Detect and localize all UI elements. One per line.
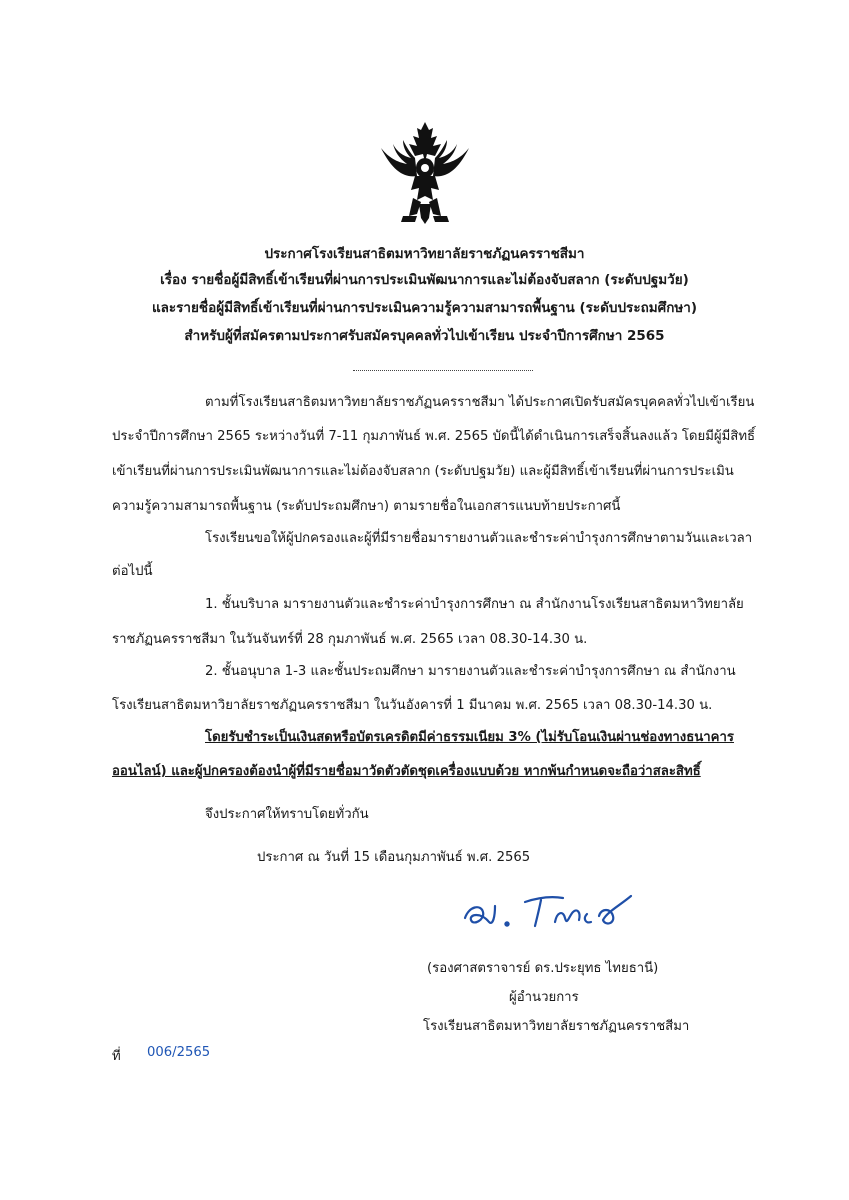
garuda-emblem-icon: [375, 118, 475, 228]
para2-line2: ต่อไปนี้: [112, 564, 153, 579]
closing-text: จึงประกาศให้ทราบโดยทั่วกัน: [205, 807, 369, 822]
para1-line3: เข้าเรียนที่ผ่านการประเมินพัฒนาการและไม่ต้องจับสลาก (ระดับปฐมวัย) และผู้มีสิทธิ์เข้าเรียนที่ผ่านการประเมิน: [112, 464, 734, 479]
para1-line1: ตามที่โรงเรียนสาธิตมหาวิทยาลัยราชภัฏนครราชสีมา ได้ประกาศเปิดรับสมัครบุคคลทั่วไปเข้าเรียน: [205, 395, 755, 410]
payment-note-line1: โดยรับชำระเป็นเงินสดหรือบัตรเครดิตมีค่าธรรมเนียม 3% (ไม่รับโอนเงินผ่านช่องทางธนาคาร: [205, 730, 734, 745]
announcement-date: ประกาศ ณ วันที่ 15 เดือนกุมภาพันธ์ พ.ศ. 2565: [257, 850, 531, 865]
handwritten-signature: [455, 882, 645, 942]
para1-line4: ความรู้ความสามารถพื้นฐาน (ระดับประถมศึกษา) ตามรายชื่อในเอกสารแนบท้ายประกาศนี้: [112, 499, 621, 514]
reference-label: ที่: [112, 1049, 121, 1064]
announcement-subject: เรื่อง รายชื่อผู้มีสิทธิ์เข้าเรียนที่ผ่านการประเมินพัฒนาการและไม่ต้องจับสลาก (ระดับปฐมวัย): [160, 272, 689, 288]
reference-number: 006/2565: [147, 1045, 211, 1060]
item2-line1: 2. ชั้นอนุบาล 1-3 และชั้นประถมศึกษา มารายงานตัวและชำระค่าบำรุงการศึกษา ณ สำนักงาน: [205, 664, 736, 679]
item1-line1: 1. ชั้นบริบาล มารายงานตัวและชำระค่าบำรุงการศึกษา ณ สำนักงานโรงเรียนสาธิตมหาวิทยาลัย: [205, 597, 744, 612]
para2-line1: โรงเรียนขอให้ผู้ปกครองและผู้ที่มีรายชื่อมารายงานตัวและชำระค่าบำรุงการศึกษาตามวันและเวลา: [205, 531, 753, 546]
item2-line2: โรงเรียนสาธิตมหาวิยาลัยราชภัฏนครราชสีมา ในวันอังคารที่ 1 มีนาคม พ.ศ. 2565 เวลา 08.30-14.30 น.: [112, 698, 713, 713]
announcement-subject-scope: สำหรับผู้ที่สมัครตามประกาศรับสมัครบุคคลทั่วไปเข้าเรียน ประจำปีการศึกษา 2565: [184, 328, 665, 344]
dotted-divider: [353, 370, 533, 371]
para1-line2: ประจำปีการศึกษา 2565 ระหว่างวันที่ 7-11 กุมภาพันธ์ พ.ศ. 2565 บัดนี้ได้ดำเนินการเสร็จสิ้นลงแล้ว โดยมีผู้มีสิทธิ์: [112, 429, 756, 444]
announcement-title: ประกาศโรงเรียนสาธิตมหาวิทยาลัยราชภัฏนครราชสีมา: [264, 246, 585, 262]
signer-name: (รองศาสตราจารย์ ดร.ประยุทธ ไทยธานี): [427, 961, 659, 976]
signer-organization: โรงเรียนสาธิตมหาวิทยาลัยราชภัฏนครราชสีมา: [423, 1019, 690, 1034]
announcement-subject-cont: และรายชื่อผู้มีสิทธิ์เข้าเรียนที่ผ่านการประเมินความรู้ความสามารถพื้นฐาน (ระดับประถมศึกษา): [151, 300, 698, 316]
item1-line2: ราชภัฏนครราชสีมา ในวันจันทร์ที่ 28 กุมภาพันธ์ พ.ศ. 2565 เวลา 08.30-14.30 น.: [112, 632, 588, 647]
payment-note-line2: ออนไลน์) และผู้ปกครองต้องนำผู้ที่มีรายชื่อมาวัดตัวตัดชุดเครื่องแบบด้วย หากพ้นกำหนดจะถือว่าสละสิทธิ์: [112, 764, 701, 779]
signer-position: ผู้อำนวยการ: [509, 990, 579, 1005]
